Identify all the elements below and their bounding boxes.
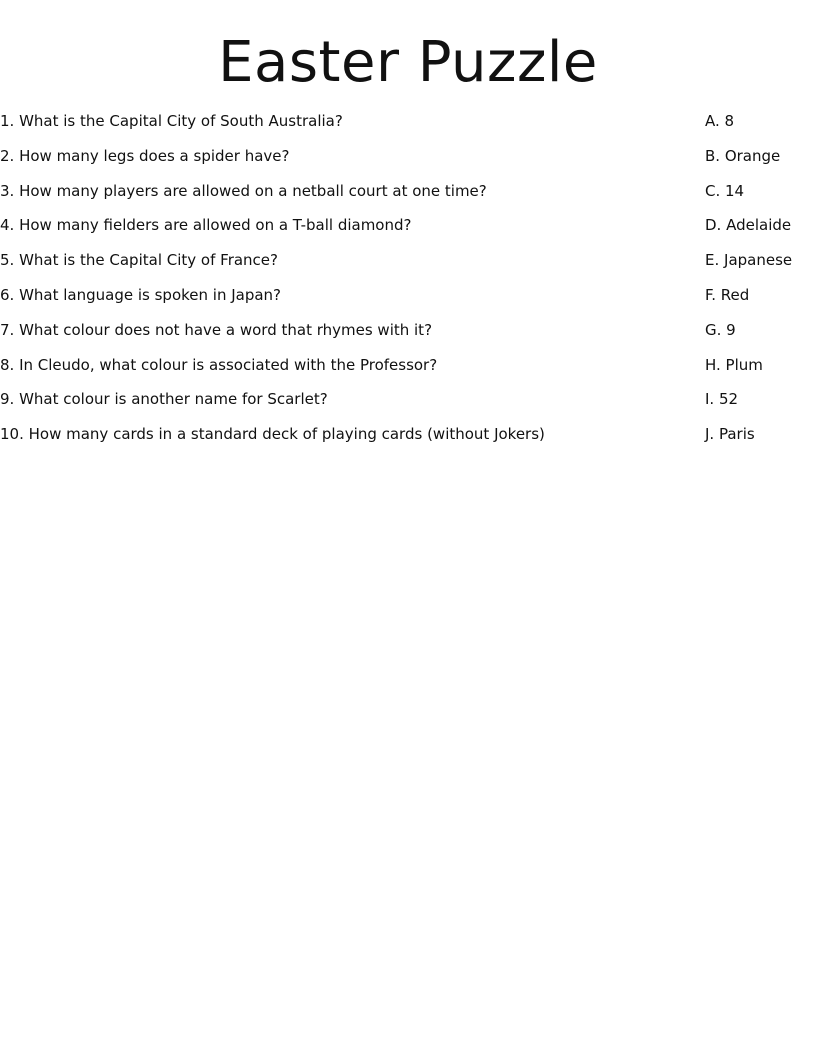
answer-option: A. 8 [705,112,735,130]
answer-option: E. Japanese [705,251,793,270]
matching-row [0,247,816,282]
answer-option: H. Plum [705,355,763,374]
matching-list [0,108,816,456]
question-text: 4. How many fielders are allowed on a T-ball diamond? [0,216,412,235]
question-text: 9. What colour is another name for Scarlet? [0,390,328,409]
answer-option: I. 52 [705,390,739,409]
question-text: 2. How many legs does a spider have? [0,146,290,165]
answer-option: J. Paris [705,425,755,444]
question-text: 3. How many players are allowed on a netball court at one time? [0,181,487,200]
matching-row [0,143,816,178]
question-text: 8. In Cleudo, what colour is associated with the Professor? [0,355,438,374]
answer-option: B. Orange [705,146,781,165]
answer-option: C. 14 [705,181,745,200]
question-text: 5. What is the Capital City of France? [0,251,278,270]
matching-row [0,178,816,213]
page-title: Easter Puzzle [218,30,598,95]
matching-row [0,421,816,456]
question-text: 7. What colour does not have a word that rhymes with it? [0,320,433,339]
question-text: 10. How many cards in a standard deck of playing cards (without Jokers) [0,425,545,444]
matching-row [0,317,816,352]
matching-row [0,352,816,387]
answer-option: D. Adelaide [705,216,792,235]
answer-option: F. Red [705,285,750,304]
matching-row [0,282,816,317]
answer-option: G. 9 [705,320,736,339]
matching-row [0,386,816,421]
matching-row [0,212,816,247]
matching-row [0,108,816,143]
question-text: 6. What language is spoken in Japan? [0,285,282,304]
question-text: 1. What is the Capital City of South Australia? [0,112,343,130]
